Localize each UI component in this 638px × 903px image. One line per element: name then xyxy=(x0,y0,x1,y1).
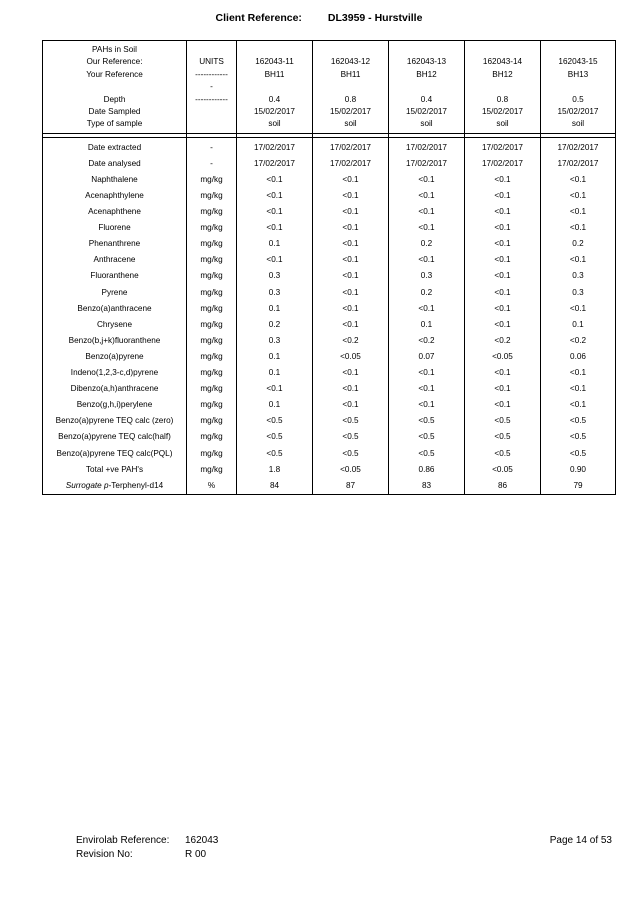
analyte-name: Benzo(a)pyrene TEQ calc(half) xyxy=(43,429,187,445)
unit-cell: - xyxy=(187,140,237,156)
header-line: 162043-11 xyxy=(255,57,294,67)
result-cell: 0.2 xyxy=(541,236,616,252)
result-cell: 0.1 xyxy=(237,236,313,252)
header-line: 15/02/2017 xyxy=(482,106,523,116)
unit-cell: mg/kg xyxy=(187,429,237,445)
header-line: BH11 xyxy=(340,69,361,79)
result-cell: <0.2 xyxy=(465,333,541,349)
result-cell: <0.1 xyxy=(313,204,389,220)
analyte-name: Fluorene xyxy=(43,220,187,236)
result-cell: <0.1 xyxy=(541,172,616,188)
unit-cell: mg/kg xyxy=(187,462,237,478)
analyte-name: Chrysene xyxy=(43,317,187,333)
result-cell: <0.5 xyxy=(465,446,541,462)
result-cell: <0.1 xyxy=(313,172,389,188)
analyte-name: Benzo(b,j+k)fluoranthene xyxy=(43,333,187,349)
result-cell: <0.1 xyxy=(313,188,389,204)
table-row xyxy=(43,462,616,478)
result-cell: <0.5 xyxy=(389,446,465,462)
table-row xyxy=(43,381,616,397)
header-cell-units xyxy=(187,41,237,134)
header-line: ------------ xyxy=(195,69,228,79)
result-cell: <0.05 xyxy=(313,462,389,478)
result-cell: <0.1 xyxy=(237,188,313,204)
result-cell: <0.1 xyxy=(313,252,389,268)
result-cell: <0.1 xyxy=(237,220,313,236)
unit-cell: mg/kg xyxy=(187,252,237,268)
result-cell: <0.5 xyxy=(313,446,389,462)
unit-cell: mg/kg xyxy=(187,268,237,284)
header-line xyxy=(541,44,615,56)
header-line: PAHs in Soil xyxy=(92,45,137,54)
unit-cell: mg/kg xyxy=(187,397,237,413)
result-cell: <0.1 xyxy=(389,397,465,413)
result-cell: 0.06 xyxy=(541,349,616,365)
table-row xyxy=(43,446,616,462)
unit-cell: mg/kg xyxy=(187,365,237,381)
result-cell: 0.1 xyxy=(389,317,465,333)
table-row xyxy=(43,397,616,413)
header-line: soil xyxy=(571,119,585,129)
header-cell-s14 xyxy=(465,41,541,134)
analyte-name: Dibenzo(a,h)anthracene xyxy=(43,381,187,397)
header-line: soil xyxy=(496,119,509,129)
header-line xyxy=(187,118,236,130)
result-cell: <0.1 xyxy=(465,285,541,301)
result-cell: 17/02/2017 xyxy=(465,140,541,156)
result-cell: 0.1 xyxy=(541,317,616,333)
header-line xyxy=(313,44,388,56)
header-cell-s12 xyxy=(313,41,389,134)
header-cell-label xyxy=(43,41,187,134)
unit-cell: mg/kg xyxy=(187,301,237,317)
header-line: 0.5 xyxy=(572,94,584,104)
result-cell: <0.5 xyxy=(541,413,616,429)
result-cell: 0.2 xyxy=(237,317,313,333)
result-cell: 17/02/2017 xyxy=(237,156,313,172)
result-cell: <0.1 xyxy=(313,381,389,397)
unit-cell: mg/kg xyxy=(187,236,237,252)
result-cell: <0.1 xyxy=(541,252,616,268)
header-line: Date Sampled xyxy=(88,106,141,116)
result-cell: <0.2 xyxy=(541,333,616,349)
header-cell-s15 xyxy=(541,41,616,134)
result-cell: <0.5 xyxy=(465,413,541,429)
result-cell: 17/02/2017 xyxy=(389,156,465,172)
header-line: Depth xyxy=(103,94,126,104)
client-reference-label: Client Reference: xyxy=(215,12,302,24)
header-line: 15/02/2017 xyxy=(557,106,599,116)
result-cell: <0.1 xyxy=(465,252,541,268)
unit-cell: - xyxy=(187,156,237,172)
unit-cell: mg/kg xyxy=(187,172,237,188)
header-row xyxy=(43,41,616,134)
analyte-name: Naphthalene xyxy=(43,172,187,188)
header-line: 162043-13 xyxy=(406,57,447,67)
result-cell: <0.1 xyxy=(541,301,616,317)
result-cell: <0.1 xyxy=(237,172,313,188)
header-line xyxy=(237,44,312,56)
header-line: BH11 xyxy=(264,69,285,79)
result-cell: <0.1 xyxy=(313,397,389,413)
page-number: Page 14 of 53 xyxy=(549,835,612,846)
result-cell: 17/02/2017 xyxy=(389,140,465,156)
table-row xyxy=(43,140,616,156)
result-cell: <0.1 xyxy=(237,381,313,397)
result-cell: <0.1 xyxy=(541,188,616,204)
table-row xyxy=(43,252,616,268)
analyte-name: Benzo(g,h,i)perylene xyxy=(43,397,187,413)
result-cell: <0.1 xyxy=(465,381,541,397)
table-row xyxy=(43,188,616,204)
header-line: 15/02/2017 xyxy=(406,106,447,116)
header-line xyxy=(313,81,388,93)
header-line: 162043-15 xyxy=(558,57,598,67)
analyte-name: Anthracene xyxy=(43,252,187,268)
header-line xyxy=(389,81,464,93)
result-cell: 87 xyxy=(313,478,389,495)
table-row xyxy=(43,349,616,365)
result-cell: <0.1 xyxy=(465,365,541,381)
table-row xyxy=(43,220,616,236)
result-cell: 86 xyxy=(465,478,541,495)
header-line: 162043-12 xyxy=(330,57,371,67)
result-cell: 0.90 xyxy=(541,462,616,478)
result-cell: <0.1 xyxy=(313,285,389,301)
result-cell: 1.8 xyxy=(237,462,313,478)
table-row xyxy=(43,365,616,381)
result-cell: <0.1 xyxy=(541,220,616,236)
result-cell: 0.1 xyxy=(237,397,313,413)
header-line: 0.8 xyxy=(344,94,357,104)
result-cell: 0.86 xyxy=(389,462,465,478)
result-cell: 0.1 xyxy=(237,349,313,365)
client-reference-value: DL3959 - Hurstville xyxy=(327,12,423,24)
header-line xyxy=(465,81,540,93)
result-cell: <0.5 xyxy=(465,429,541,445)
result-cell: <0.2 xyxy=(389,333,465,349)
result-cell: <0.1 xyxy=(313,220,389,236)
result-cell: <0.1 xyxy=(541,397,616,413)
result-cell: <0.5 xyxy=(237,429,313,445)
result-cell: <0.05 xyxy=(465,349,541,365)
result-cell: <0.2 xyxy=(313,333,389,349)
header-line xyxy=(389,44,464,56)
result-cell: <0.1 xyxy=(541,381,616,397)
header-line xyxy=(237,81,312,93)
header-cell-s13 xyxy=(389,41,465,134)
table-row xyxy=(43,172,616,188)
analyte-name: Date analysed xyxy=(43,156,187,172)
analyte-name: Total +ve PAH's xyxy=(43,462,187,478)
table-row xyxy=(43,429,616,445)
result-cell: <0.05 xyxy=(313,349,389,365)
analyte-name: Benzo(a)pyrene TEQ calc (zero) xyxy=(43,413,187,429)
analyte-name: Date extracted xyxy=(43,140,187,156)
table-row xyxy=(43,236,616,252)
header-line: Type of sample xyxy=(86,119,143,129)
analyte-name: Benzo(a)pyrene xyxy=(43,349,187,365)
header-line: 162043-14 xyxy=(482,57,523,67)
result-cell: <0.5 xyxy=(389,429,465,445)
unit-cell: mg/kg xyxy=(187,188,237,204)
table-row xyxy=(43,156,616,172)
table-row xyxy=(43,317,616,333)
header-line: Our Reference: xyxy=(86,57,143,67)
result-cell: <0.5 xyxy=(541,446,616,462)
analyte-name: Phenanthrene xyxy=(43,236,187,252)
table-row xyxy=(43,301,616,317)
header-cell-s11 xyxy=(237,41,313,134)
surrogate-label: Surrogate p-Terphenyl-d14 xyxy=(43,478,187,495)
header-line: - xyxy=(210,82,213,92)
pah-results-table xyxy=(42,40,616,495)
result-cell: <0.5 xyxy=(313,429,389,445)
result-cell: <0.1 xyxy=(313,317,389,333)
result-cell: 84 xyxy=(237,478,313,495)
analyte-name: Acenaphthylene xyxy=(43,188,187,204)
result-cell: 0.3 xyxy=(237,268,313,284)
header-line: 0.4 xyxy=(420,94,433,104)
header-line: soil xyxy=(420,119,433,129)
result-cell: <0.5 xyxy=(313,413,389,429)
result-cell: <0.1 xyxy=(541,365,616,381)
report-footer-references xyxy=(76,834,218,862)
result-cell: 0.3 xyxy=(541,268,616,284)
unit-cell: mg/kg xyxy=(187,349,237,365)
unit-cell: mg/kg xyxy=(187,317,237,333)
header-line: 15/02/2017 xyxy=(254,106,295,116)
result-cell: <0.1 xyxy=(465,220,541,236)
result-cell: 0.1 xyxy=(237,365,313,381)
result-cell: <0.1 xyxy=(237,252,313,268)
unit-cell: mg/kg xyxy=(187,220,237,236)
header-line: Your Reference xyxy=(86,69,143,79)
table-row xyxy=(43,204,616,220)
result-cell: <0.5 xyxy=(237,446,313,462)
result-cell: <0.1 xyxy=(313,268,389,284)
header-line: ------------ xyxy=(195,94,228,104)
unit-cell: mg/kg xyxy=(187,381,237,397)
analyte-name: Benzo(a)pyrene TEQ calc(PQL) xyxy=(43,446,187,462)
unit-cell: mg/kg xyxy=(187,333,237,349)
result-cell: <0.1 xyxy=(465,301,541,317)
unit-cell: mg/kg xyxy=(187,446,237,462)
result-cell: 17/02/2017 xyxy=(541,156,616,172)
result-cell: <0.1 xyxy=(541,204,616,220)
result-cell: 0.07 xyxy=(389,349,465,365)
result-cell: <0.1 xyxy=(389,188,465,204)
envirolab-reference-value: 162043 xyxy=(185,835,219,846)
header-line: 15/02/2017 xyxy=(330,106,371,116)
result-cell: <0.1 xyxy=(313,301,389,317)
result-cell: <0.05 xyxy=(465,462,541,478)
table-row xyxy=(43,413,616,429)
analyte-name: Acenaphthene xyxy=(43,204,187,220)
result-cell: 17/02/2017 xyxy=(237,140,313,156)
result-cell: <0.5 xyxy=(541,429,616,445)
result-cell: 0.3 xyxy=(541,285,616,301)
result-cell: <0.1 xyxy=(389,172,465,188)
header-line: soil xyxy=(344,119,357,129)
result-cell: 0.2 xyxy=(389,236,465,252)
table-row xyxy=(43,268,616,284)
result-cell: <0.1 xyxy=(313,365,389,381)
header-line xyxy=(43,81,186,93)
result-cell: <0.5 xyxy=(389,413,465,429)
result-cell: <0.1 xyxy=(465,204,541,220)
result-cell: <0.1 xyxy=(389,220,465,236)
result-cell: <0.1 xyxy=(313,236,389,252)
result-cell: <0.1 xyxy=(465,172,541,188)
revision-label: Revision No: xyxy=(76,849,133,860)
client-reference-heading xyxy=(0,12,638,24)
header-line: 0.4 xyxy=(268,94,281,104)
header-line xyxy=(541,81,615,93)
result-cell: 0.3 xyxy=(237,285,313,301)
header-line xyxy=(465,44,540,56)
analyte-name: Benzo(a)anthracene xyxy=(43,301,187,317)
result-cell: 0.1 xyxy=(237,301,313,317)
result-cell: <0.1 xyxy=(465,317,541,333)
header-line: BH13 xyxy=(567,69,589,79)
result-cell: 17/02/2017 xyxy=(313,156,389,172)
header-line: UNITS xyxy=(199,57,224,67)
unit-cell: mg/kg xyxy=(187,204,237,220)
result-cell: <0.1 xyxy=(237,204,313,220)
header-line xyxy=(187,106,236,118)
result-cell: <0.1 xyxy=(389,301,465,317)
result-cell: <0.1 xyxy=(389,365,465,381)
analyte-name: Pyrene xyxy=(43,285,187,301)
surrogate-row xyxy=(43,478,616,495)
result-cell: <0.1 xyxy=(389,204,465,220)
result-cell: 83 xyxy=(389,478,465,495)
header-line: BH12 xyxy=(416,69,437,79)
unit-cell: mg/kg xyxy=(187,285,237,301)
result-cell: 0.3 xyxy=(389,268,465,284)
header-line: 0.8 xyxy=(496,94,509,104)
table-row xyxy=(43,285,616,301)
result-cell: <0.1 xyxy=(389,381,465,397)
result-cell: <0.1 xyxy=(465,236,541,252)
unit-cell: % xyxy=(187,478,237,495)
result-cell: <0.1 xyxy=(389,252,465,268)
analyte-name: Fluoranthene xyxy=(43,268,187,284)
unit-cell: mg/kg xyxy=(187,413,237,429)
result-cell: 17/02/2017 xyxy=(465,156,541,172)
header-line: soil xyxy=(268,119,281,129)
table-row xyxy=(43,333,616,349)
result-cell: 17/02/2017 xyxy=(313,140,389,156)
result-cell: <0.1 xyxy=(465,268,541,284)
revision-value: R 00 xyxy=(185,849,207,860)
result-cell: 0.3 xyxy=(237,333,313,349)
header-line: BH12 xyxy=(492,69,513,79)
result-cell: <0.1 xyxy=(465,397,541,413)
header-line xyxy=(187,44,236,56)
result-cell: <0.5 xyxy=(237,413,313,429)
result-cell: 79 xyxy=(541,478,616,495)
result-cell: <0.1 xyxy=(465,188,541,204)
result-cell: 0.2 xyxy=(389,285,465,301)
analyte-name: Indeno(1,2,3-c,d)pyrene xyxy=(43,365,187,381)
envirolab-reference-label: Envirolab Reference: xyxy=(76,835,170,846)
result-cell: 17/02/2017 xyxy=(541,140,616,156)
